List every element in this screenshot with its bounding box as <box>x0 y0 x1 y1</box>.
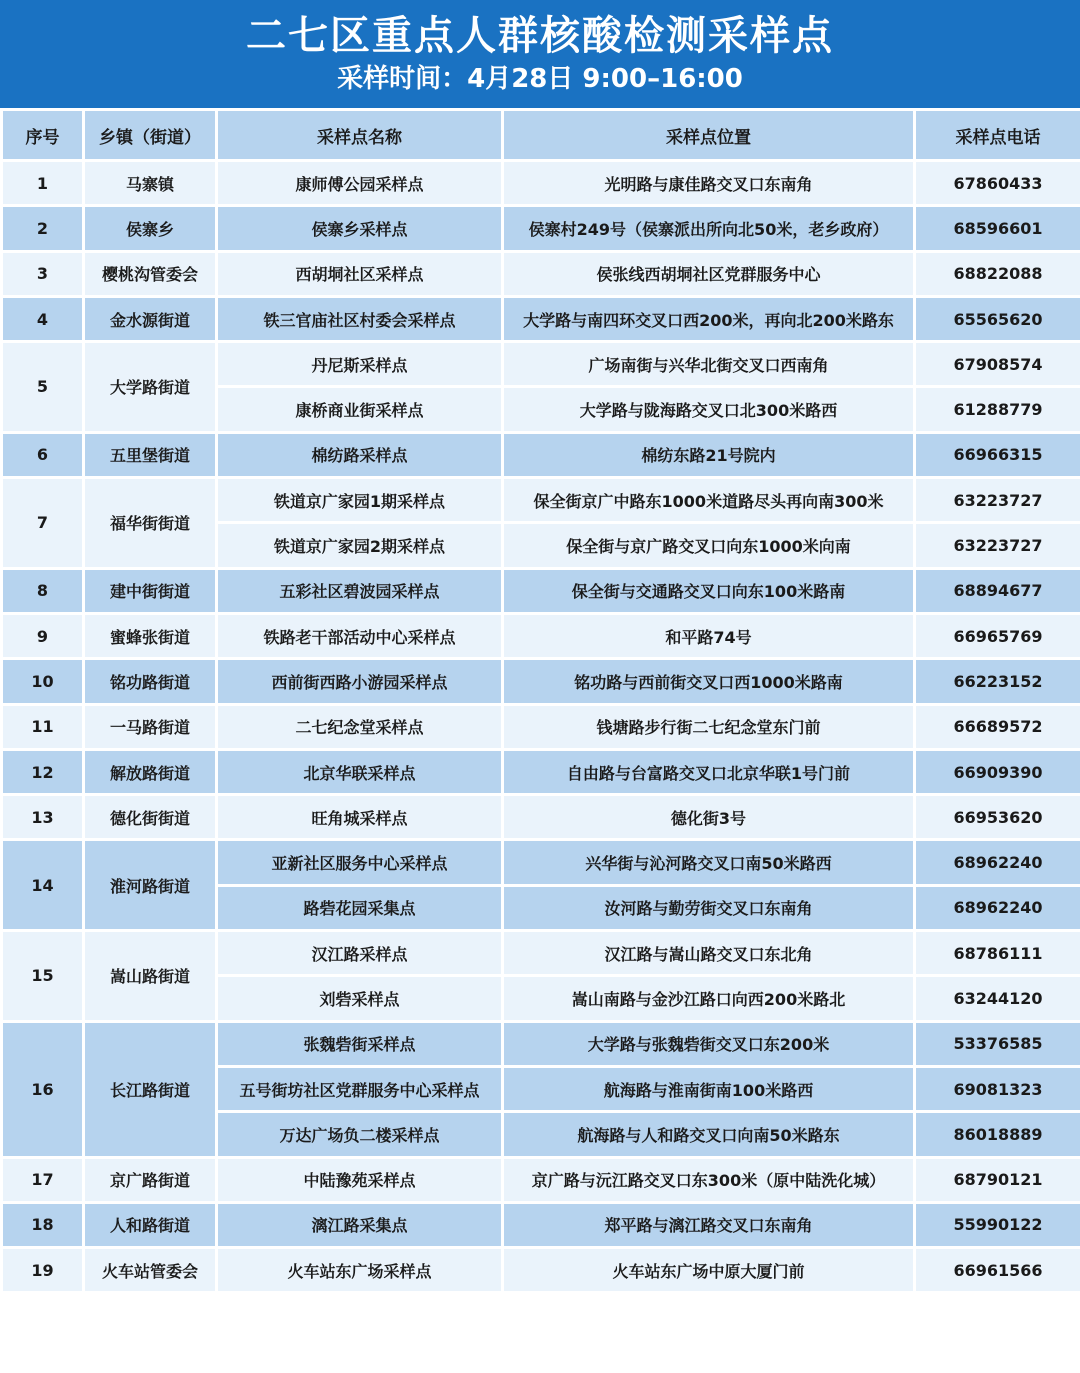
district-cell: 一马路街道 <box>84 704 217 749</box>
site-name-cell: 丹尼斯采样点 <box>217 342 503 387</box>
row-number: 13 <box>2 795 84 840</box>
location-cell: 棉纺东路21号院内 <box>503 432 915 477</box>
site-name-cell: 铁路老干部活动中心采样点 <box>217 613 503 658</box>
table-row <box>2 206 1080 251</box>
row-number: 5 <box>2 342 84 433</box>
phone-cell: 61288779 <box>915 387 1080 432</box>
table-row <box>2 840 1080 885</box>
location-cell: 和平路74号 <box>503 613 915 658</box>
phone-cell: 63223727 <box>915 523 1080 568</box>
table-row <box>2 568 1080 613</box>
district-cell: 建中街街道 <box>84 568 217 613</box>
location-cell: 大学路与张魏砦街交叉口东200米 <box>503 1021 915 1066</box>
phone-cell: 63244120 <box>915 976 1080 1021</box>
table-row <box>2 1202 1080 1247</box>
phone-cell: 68894677 <box>915 568 1080 613</box>
location-cell: 广场南街与兴华北街交叉口西南角 <box>503 342 915 387</box>
location-cell: 德化街3号 <box>503 795 915 840</box>
phone-cell: 66909390 <box>915 749 1080 794</box>
row-number: 8 <box>2 568 84 613</box>
column-header-site-name: 采样点名称 <box>217 110 503 161</box>
row-number: 12 <box>2 749 84 794</box>
phone-cell: 67908574 <box>915 342 1080 387</box>
table-header-row <box>2 110 1080 161</box>
table-row <box>2 161 1080 206</box>
row-number: 4 <box>2 296 84 341</box>
location-cell: 京广路与沅江路交叉口东300米（原中陆洗化城） <box>503 1157 915 1202</box>
phone-cell: 66965769 <box>915 613 1080 658</box>
phone-cell: 66953620 <box>915 795 1080 840</box>
column-header-phone: 采样点电话 <box>915 110 1080 161</box>
district-cell: 解放路街道 <box>84 749 217 794</box>
row-number: 2 <box>2 206 84 251</box>
row-number: 1 <box>2 161 84 206</box>
location-cell: 保全街与京广路交叉口向东1000米向南 <box>503 523 915 568</box>
site-name-cell: 康师傅公园采样点 <box>217 161 503 206</box>
location-cell: 自由路与台富路交叉口北京华联1号门前 <box>503 749 915 794</box>
site-name-cell: 亚新社区服务中心采样点 <box>217 840 503 885</box>
district-cell: 嵩山路街道 <box>84 931 217 1022</box>
table-row <box>2 1021 1080 1066</box>
site-name-cell: 康桥商业街采样点 <box>217 387 503 432</box>
column-header-location: 采样点位置 <box>503 110 915 161</box>
location-cell: 兴华街与沁河路交叉口南50米路西 <box>503 840 915 885</box>
site-name-cell: 五号街坊社区党群服务中心采样点 <box>217 1066 503 1111</box>
table-row <box>2 659 1080 704</box>
site-name-cell: 二七纪念堂采样点 <box>217 704 503 749</box>
phone-cell: 69081323 <box>915 1066 1080 1111</box>
location-cell: 嵩山南路与金沙江路口向西200米路北 <box>503 976 915 1021</box>
location-cell: 汉江路与嵩山路交叉口东北角 <box>503 931 915 976</box>
district-cell: 侯寨乡 <box>84 206 217 251</box>
table-row <box>2 1157 1080 1202</box>
site-name-cell: 铁道京广家园1期采样点 <box>217 478 503 523</box>
location-cell: 航海路与人和路交叉口向南50米路东 <box>503 1112 915 1157</box>
row-number: 14 <box>2 840 84 931</box>
district-cell: 淮河路街道 <box>84 840 217 931</box>
location-cell: 光明路与康佳路交叉口东南角 <box>503 161 915 206</box>
site-name-cell: 铁三官庙社区村委会采样点 <box>217 296 503 341</box>
district-cell: 樱桃沟管委会 <box>84 251 217 296</box>
row-number: 6 <box>2 432 84 477</box>
phone-cell: 63223727 <box>915 478 1080 523</box>
location-cell: 保全街京广中路东1000米道路尽头再向南300米 <box>503 478 915 523</box>
location-cell: 侯寨村249号（侯寨派出所向北50米，老乡政府） <box>503 206 915 251</box>
district-cell: 人和路街道 <box>84 1202 217 1247</box>
table-body <box>2 161 1080 1293</box>
site-name-cell: 中陆豫苑采样点 <box>217 1157 503 1202</box>
phone-cell: 66689572 <box>915 704 1080 749</box>
table-row <box>2 931 1080 976</box>
location-cell: 侯张线西胡垌社区党群服务中心 <box>503 251 915 296</box>
page-header <box>0 0 1080 108</box>
district-cell: 福华街街道 <box>84 478 217 569</box>
site-name-cell: 汉江路采样点 <box>217 931 503 976</box>
table-row <box>2 795 1080 840</box>
location-cell: 大学路与陇海路交叉口北300米路西 <box>503 387 915 432</box>
phone-cell: 86018889 <box>915 1112 1080 1157</box>
site-name-cell: 侯寨乡采样点 <box>217 206 503 251</box>
site-name-cell: 铁道京广家园2期采样点 <box>217 523 503 568</box>
page-subtitle: 采样时间：4月28日 9:00–16:00 <box>337 64 743 94</box>
district-cell: 大学路街道 <box>84 342 217 433</box>
district-cell: 五里堡街道 <box>84 432 217 477</box>
district-cell: 长江路街道 <box>84 1021 217 1157</box>
column-header-number: 序号 <box>2 110 84 161</box>
table-row <box>2 613 1080 658</box>
site-name-cell: 万达广场负二楼采样点 <box>217 1112 503 1157</box>
district-cell: 德化街街道 <box>84 795 217 840</box>
row-number: 17 <box>2 1157 84 1202</box>
row-number: 16 <box>2 1021 84 1157</box>
district-cell: 金水源街道 <box>84 296 217 341</box>
phone-cell: 66961566 <box>915 1248 1080 1293</box>
phone-cell: 53376585 <box>915 1021 1080 1066</box>
table-row <box>2 296 1080 341</box>
phone-cell: 65565620 <box>915 296 1080 341</box>
site-name-cell: 旺角城采样点 <box>217 795 503 840</box>
sampling-sites-table <box>0 108 1080 1294</box>
phone-cell: 67860433 <box>915 161 1080 206</box>
site-name-cell: 西前街西路小游园采样点 <box>217 659 503 704</box>
site-name-cell: 西胡垌社区采样点 <box>217 251 503 296</box>
row-number: 15 <box>2 931 84 1022</box>
location-cell: 大学路与南四环交叉口西200米，再向北200米路东 <box>503 296 915 341</box>
district-cell: 京广路街道 <box>84 1157 217 1202</box>
table-row <box>2 432 1080 477</box>
location-cell: 钱塘路步行街二七纪念堂东门前 <box>503 704 915 749</box>
row-number: 18 <box>2 1202 84 1247</box>
site-name-cell: 张魏砦街采样点 <box>217 1021 503 1066</box>
phone-cell: 68822088 <box>915 251 1080 296</box>
site-name-cell: 棉纺路采样点 <box>217 432 503 477</box>
location-cell: 郑平路与漓江路交叉口东南角 <box>503 1202 915 1247</box>
site-name-cell: 漓江路采集点 <box>217 1202 503 1247</box>
row-number: 9 <box>2 613 84 658</box>
phone-cell: 66223152 <box>915 659 1080 704</box>
phone-cell: 55990122 <box>915 1202 1080 1247</box>
table-row <box>2 478 1080 523</box>
phone-cell: 68596601 <box>915 206 1080 251</box>
location-cell: 铭功路与西前街交叉口西1000米路南 <box>503 659 915 704</box>
location-cell: 火车站东广场中原大厦门前 <box>503 1248 915 1293</box>
phone-cell: 66966315 <box>915 432 1080 477</box>
district-cell: 蜜蜂张街道 <box>84 613 217 658</box>
row-number: 3 <box>2 251 84 296</box>
phone-cell: 68962240 <box>915 885 1080 930</box>
location-cell: 航海路与淮南街南100米路西 <box>503 1066 915 1111</box>
site-name-cell: 五彩社区碧波园采样点 <box>217 568 503 613</box>
row-number: 19 <box>2 1248 84 1293</box>
row-number: 7 <box>2 478 84 569</box>
column-header-district: 乡镇（街道） <box>84 110 217 161</box>
table-row <box>2 251 1080 296</box>
row-number: 10 <box>2 659 84 704</box>
site-name-cell: 路砦花园采集点 <box>217 885 503 930</box>
site-name-cell: 刘砦采样点 <box>217 976 503 1021</box>
table-row <box>2 704 1080 749</box>
table-row <box>2 1248 1080 1293</box>
site-name-cell: 火车站东广场采样点 <box>217 1248 503 1293</box>
district-cell: 铭功路街道 <box>84 659 217 704</box>
page-title: 二七区重点人群核酸检测采样点 <box>246 13 834 59</box>
location-cell: 汝河路与勤劳街交叉口东南角 <box>503 885 915 930</box>
location-cell: 保全街与交通路交叉口向东100米路南 <box>503 568 915 613</box>
district-cell: 火车站管委会 <box>84 1248 217 1293</box>
phone-cell: 68790121 <box>915 1157 1080 1202</box>
table-row <box>2 749 1080 794</box>
row-number: 11 <box>2 704 84 749</box>
table-row <box>2 342 1080 387</box>
site-name-cell: 北京华联采样点 <box>217 749 503 794</box>
phone-cell: 68786111 <box>915 931 1080 976</box>
district-cell: 马寨镇 <box>84 161 217 206</box>
phone-cell: 68962240 <box>915 840 1080 885</box>
